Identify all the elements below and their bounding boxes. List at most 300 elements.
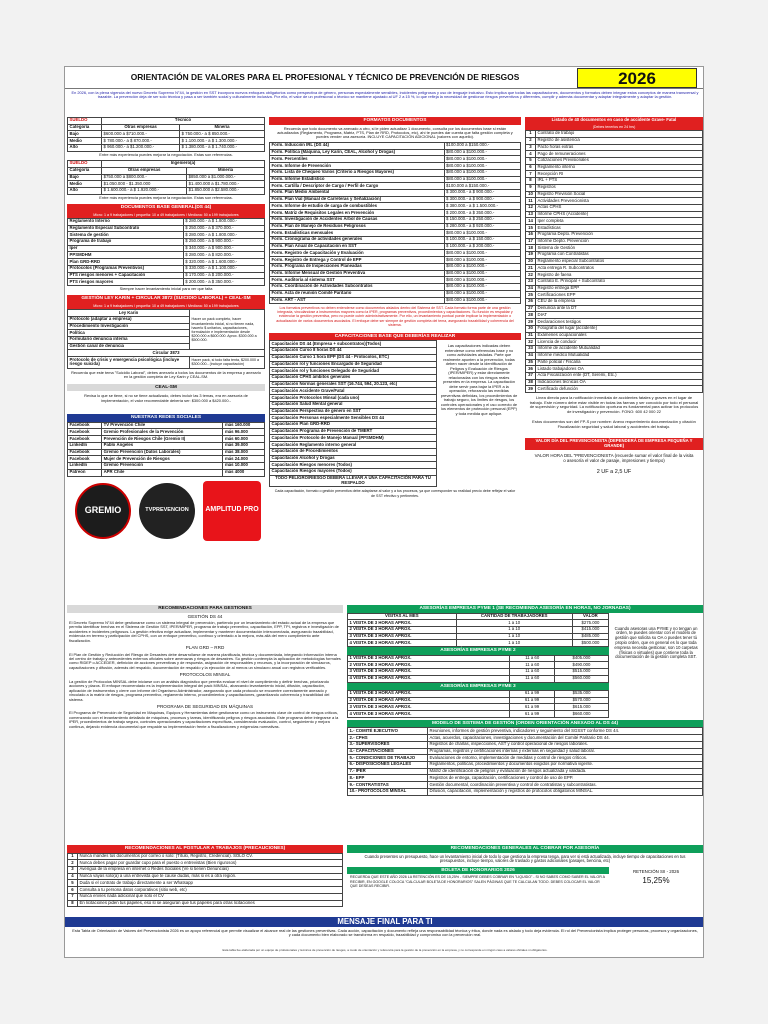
- table-cell: 61 a 99: [510, 691, 555, 698]
- tvprevencion-logo[interactable]: TVPREVENCION: [139, 483, 195, 539]
- table-cell: Capacitación Plan GRD-RRD: [270, 421, 437, 428]
- list-item: [526, 144, 703, 151]
- col-header: VISITAS AL MES: [348, 613, 457, 620]
- list-item-label: Parte policial / Fiscalía: [536, 359, 703, 366]
- table-cell: $80.000 a $100.000.-: [444, 250, 520, 257]
- table-cell: más 24.000: [223, 456, 265, 463]
- table-cell: $ 280.000.- a $ 820.000.-: [183, 252, 264, 259]
- list-item-label: IRL + PTS: [536, 178, 703, 185]
- left-column: [67, 117, 265, 629]
- table-cell: Form. Matriz de Requisitos Legales en Prevención: [270, 210, 445, 217]
- maquinas-title: PROGRAMA DE SEGURIDAD EN MÁQUINAS: [156, 704, 254, 710]
- table-cell: 7.- IPER: [348, 768, 428, 775]
- table-cell: Pablo Ángeles: [102, 442, 223, 449]
- list-item-label: Certificaciones EPP: [536, 292, 703, 299]
- table-cell: Gremio Prevención: [102, 463, 223, 470]
- table-cell: Actas, acuerdos, capacitaciones, investigaciones y documentación del Comité Paritario DS 44.: [428, 735, 703, 742]
- table-cell: Capacitación Reglamento interno general: [270, 442, 437, 449]
- list-item-label: Actividades Prevencionista: [536, 198, 703, 205]
- table-cell: 11 a 60: [510, 669, 554, 676]
- list-item-label: CEU de la empresa: [536, 299, 703, 306]
- table-cell: Reuniones, informes de gestión preventiva, indicadores y seguimiento del SGSST conforme DS 44.: [428, 728, 703, 735]
- list-item-label: Certificado defunción: [536, 386, 703, 393]
- table-cell: 4 VISITA DE 3 HORAS APROX.: [348, 711, 510, 718]
- table-cell: $80.000 a $100.000.-: [444, 270, 520, 277]
- table-cell: 3.- SUPERVISORES: [348, 741, 428, 748]
- table-cell: Bajo: [68, 131, 102, 138]
- table-cell: $275.000: [572, 620, 608, 627]
- list-item-label: Informe Depto. Prevención: [536, 238, 703, 245]
- table-cell: 10.- PROTOCOLOS MINSAL: [348, 788, 428, 795]
- mensaje-title: MENSAJE FINAL PARA TI: [65, 917, 704, 927]
- list-item-number: 10: [526, 191, 536, 198]
- tecnico-label: Técnico: [102, 118, 265, 125]
- table-cell: Capacitación DS 44 (Empresa + subcontratos)(Todos): [270, 341, 437, 348]
- listado-estos: Estos documentos son del FP-S por nombre: Anexo requerimiento documentación y citación Fiscalización seguridad y salud laboral y accidentes del trabajo.: [532, 419, 696, 430]
- year-badge: 2026: [577, 68, 697, 88]
- table-cell: 9.- CONTRATISTAS: [348, 782, 428, 789]
- table-cell: $ 250.000.- a $ 900.000.-: [183, 238, 264, 245]
- postular-title: RECOMENDACIONES AL POSTULAR A TRABAJOS (PRECAUCIONES): [67, 845, 343, 853]
- list-item: [526, 238, 703, 245]
- document-sheet: [64, 66, 704, 958]
- table-cell: $500.000: [572, 640, 608, 647]
- list-item-number: 37: [526, 372, 536, 379]
- table-cell: $80.000 a $100.000.-: [444, 169, 520, 176]
- list-item-number: 39: [526, 386, 536, 393]
- table-cell: Capacitación de Procedimientos: [270, 448, 437, 455]
- table-cell: Form. Informe de estudio de carga de combustibles: [270, 203, 445, 210]
- list-item: [526, 265, 703, 272]
- table-cell: Difusión, capacitación, implementación y registros de protocolos obligatorios MINSAL.: [428, 788, 703, 795]
- list-item-number: 9: [526, 184, 536, 191]
- table-row[interactable]: [68, 422, 265, 429]
- karin-side-note: Hacer un pack completo, hacer levantamiento inicial, si no tienen nada, hacerlo $ unitarios, capacitaciones, formulación e implementación desde $200.000 a $600.000. Aprox. $300.000 a $500.000.: [190, 310, 265, 350]
- list-item: [526, 137, 703, 144]
- table-cell: APR Chile: [102, 469, 223, 476]
- list-item-number: 32: [526, 339, 536, 346]
- asesorias-inner: [347, 613, 703, 718]
- list-item-number: 30: [526, 325, 536, 332]
- list-item-number: 34: [526, 352, 536, 359]
- list-item-number: 7: [526, 171, 536, 178]
- table-cell: Programa de trabajo: [68, 238, 184, 245]
- list-item-label: Iper completa: [536, 218, 703, 225]
- table-cell: Capacitación Accidente Grave/Fatal: [270, 388, 437, 395]
- table-cell: Procedimiento Investigación: [68, 323, 190, 330]
- table-cell: Política: [68, 330, 190, 337]
- list-item-number: 26: [526, 299, 536, 306]
- list-item: [526, 285, 703, 292]
- karin-reminder: Recuerda que este tema "Suicidio Laboral", debes anexarlo a todos los documentos de la empresa y anexarlo en la gestión completa de Ley Karin y CEAL-SM.: [71, 369, 261, 380]
- table-cell: Registros de entrega, capacitación, certificaciones y control de uso de EPP.: [428, 775, 703, 782]
- list-item-number: 20: [526, 258, 536, 265]
- table-cell: Capacitación rol y funciones Encargado de Seguridad: [270, 361, 437, 368]
- table-cell: Iper: [68, 245, 184, 252]
- table-cell: Capacitación rol y funciones Delegado de Seguridad: [270, 368, 437, 375]
- list-item: Nunca vayas solo(a) a una entrevista que te cause dudas, más si es a otra región.: [78, 873, 343, 880]
- table-cell: Capacitación Salud Mental general: [270, 401, 437, 408]
- table-cell: $515.000: [554, 669, 608, 676]
- list-item-label: Recepción RI: [536, 171, 703, 178]
- table-cell: $80.000 a $100.000.-: [444, 149, 520, 156]
- protocolos-text: La gestión de Protocolos MINSAL debe iniciarse con un análisis diagnóstico que permita evaluar el nivel de cumplimiento y definir brechas, priorizando acciones y plazos. El enfoque recomendado es la implementación integral del pack MINSAL, abarcando levantamiento inicial, difusión, capacitación, aplicación de instrumentos y cierre con informe del Organismo Administrador, asegurando que cada protocolo se encuentre correctamente anexado y vinculado a la matriz de riesgos, programa preventivo, reglamento interno, procedimientos y capacitaciones, garantizando coherencia y trazabilidad del sistema.: [69, 678, 330, 702]
- boleta-row: [347, 867, 703, 889]
- list-item-number: 19: [526, 252, 536, 259]
- table-cell: Gestión canal de denuncia: [68, 343, 190, 350]
- table-cell: Form. Percentiles: [270, 156, 445, 163]
- list-item: En licitaciones piden tus papeles, eso sí se aseguran que tus papeles para otras licitaciones: [78, 900, 343, 907]
- table-cell: Capacitación Perspectiva de género en SST: [270, 408, 437, 415]
- table-cell: $600.000 a $710.000.-: [102, 131, 180, 138]
- col-header: Categoría: [68, 124, 102, 131]
- table-cell: Medio: [68, 138, 102, 145]
- table-cell: Facebook: [68, 422, 102, 429]
- sueldo-ingeniero-table: [67, 160, 265, 195]
- table-cell: $1.850.000 a $2.580.000.-: [187, 187, 265, 194]
- table-row[interactable]: [68, 449, 265, 456]
- capacitaciones-title: CAPACITACIONES BASE QUE DEBERÍAS REALIZAR: [269, 333, 521, 341]
- list-item: [526, 359, 703, 366]
- table-cell: Facebook: [68, 449, 102, 456]
- table-cell: $100.000 a $150.000.-: [444, 183, 520, 190]
- list-item-label: Programa con Contratistas: [536, 252, 703, 259]
- sueldo-title: SUELDO: [68, 118, 102, 125]
- karin-title: GESTIÓN LEY KARIN + CIRCULAR 3872 (SUICIDIO LABORAL) + CEAL-SM: [67, 295, 265, 303]
- table-cell: Capacitación Curso 1 hora EPP (DS 44 - Protocolos, ETC): [270, 354, 437, 361]
- list-item-number: 31: [526, 332, 536, 339]
- table-cell: $ 200.000.- a $ 350.000.-: [444, 210, 520, 217]
- table-cell: $ 320.000.- a $ 1.600.000.-: [183, 259, 264, 266]
- table-cell: Capacitación Alcohol y Drogas: [270, 455, 437, 462]
- boleta-title: BOLETA DE HONORARIOS 2026: [347, 867, 609, 875]
- valor-dia-title: VALOR DÍA DEL PREVENCIONISTA (DEPENDERÁ DE EMPRESA PEQUEÑA Y GRANDE): [525, 438, 703, 450]
- docs-base-subtitle: Micro: 1 a 9 trabajadores / pequeña: 10 a 49 trabajadores / Mediana: 50 a 199 trabajadores: [67, 212, 265, 218]
- table-cell: $ 280.000.- a $ 920.000.-: [444, 223, 520, 230]
- table-cell: Form. Programa de Inspecciones Planeadas: [270, 263, 445, 270]
- list-item-label: Acta Fiscalización ente (DT, Seremi, Etc.): [536, 372, 703, 379]
- table-cell: $ 250.000.- a $ 370.000.-: [183, 225, 264, 232]
- table-cell: Form. Inducción IRL (DS 44): [270, 142, 445, 149]
- table-cell: $ 280.000.- a $ 1.800.000.-: [183, 232, 264, 239]
- table-cell: 5.- CONDICIONES DE TRABAJO: [348, 755, 428, 762]
- table-cell: Form. ART - AST: [270, 297, 445, 304]
- karin-subtitle: Micro: 1 a 9 trabajadores / pequeña: 10 a 49 trabajadores / Mediana: 50 a 199 trabajadores: [67, 303, 265, 309]
- table-cell: Form. Plan Anual de Capacitación en SST: [270, 243, 445, 250]
- retencion-label: RETENCIÓN SII - 2026: [632, 868, 680, 874]
- list-item: Duda si el contrato de trabajo directamente a ser Whatsapp: [78, 880, 343, 887]
- table-cell: $535.000: [555, 691, 609, 698]
- amplitud-pro-logo[interactable]: AMPLITUD PRO: [203, 481, 261, 541]
- table-cell: $1.400.000 a $1.780.000.-: [187, 181, 265, 188]
- list-item-number: 28: [526, 312, 536, 319]
- table-cell: Alto: [68, 144, 102, 151]
- formatos-intro: Recuerda que todo documento va anexado a otro, si le piden actualizar 1 documento, consulta por los documentos base si están actualizados (Reglamento, Programa, Matriz, PTS, Plan de RRD, Protocolos, etc), ahí te puedes dar cuenta que falta gestión completa y puedes vender una asesoría. INCLUYE CAPACITACIÓN ADICIONAL (valores con aquello).: [277, 125, 513, 140]
- table-cell: PTS riesgos menores + Capacitación: [68, 272, 184, 279]
- pyme3-table: [347, 690, 609, 718]
- list-item-label: Exámenes ocupacionales: [536, 332, 703, 339]
- redes-table: [67, 422, 265, 477]
- table-cell: $ 340.000.- a $ 900.000.-: [183, 245, 264, 252]
- table-cell: $80.000 a $100.000.-: [444, 230, 520, 237]
- table-cell: $80.000 a $100.000.-: [444, 297, 520, 304]
- list-item: [526, 218, 703, 225]
- list-item-label: Informe CPHS (Accidente): [536, 211, 703, 218]
- valor-dia-text: VALOR HORA DEL "PREVENCIONISTA (recuerde sumar el valor final de la visita o asesoría el valor de pasaje, impresiones y tiempo): [534, 452, 694, 463]
- list-item-number: 6: [526, 164, 536, 171]
- table-cell: Facebook: [68, 456, 102, 463]
- table-cell: Reglamento Interno: [68, 218, 184, 225]
- table-cell: $80.000 a $100.000.-: [444, 163, 520, 170]
- list-item-label: Acta entrega R. Subcontratos: [536, 265, 703, 272]
- table-cell: Protocolo (adaptar a empresa): [68, 316, 190, 323]
- table-cell: más 160.000: [223, 422, 265, 429]
- asesorias-tables: [347, 613, 609, 718]
- table-cell: más 39.000: [223, 442, 265, 449]
- table-cell: Formulario denuncia interna: [68, 336, 190, 343]
- list-item: Nunca debes pagar por guardar cupo para el puesto o entrevistas (Bien rigurosos): [78, 860, 343, 867]
- table-cell: 61 a 99: [510, 697, 555, 704]
- table-cell: Form. Política (Máquina, Ley Karin, CEAL, Alcohol y Drogas): [270, 149, 445, 156]
- table-cell: $560.000: [554, 675, 608, 682]
- plan-grd-title: PLAN GRD – RRD: [185, 645, 225, 651]
- table-cell: 1 VISITA DE 3 HORAS APROX.: [348, 655, 510, 662]
- table-cell: Matriz de identificación de peligros y evaluación de riesgos actualizada y validada.: [428, 768, 703, 775]
- table-cell: 1.- COMITÉ EJECUTIVO: [348, 728, 428, 735]
- table-cell: $80.000 a $100.000.-: [444, 284, 520, 291]
- valor-dia-value: 2 UF a 2,5 UF: [596, 468, 632, 475]
- cobrar-text: Cuando presentes un presupuesto, hace un levantamiento inicial de todo lo que gestiona la empresa tenga, para ver si está actualizada, incluye tiempo de capacitaciones en tus presupuestos, incluye tiempo, valores de traslado y gastos adicionales (pasajes, bencina, etc): [364, 853, 686, 864]
- list-item-label: Sistema de Gestión: [536, 245, 703, 252]
- list-item: [526, 312, 703, 319]
- table-row[interactable]: [68, 429, 265, 436]
- list-item-number: 13: [526, 211, 536, 218]
- list-item: Nunca mandes tus documentos por correo o solo: (Título, Registro, Credencial). SOLO CV.: [78, 853, 343, 860]
- list-item-number: 12: [526, 204, 536, 211]
- list-item-number: 1: [526, 131, 536, 138]
- list-item: Consulta a tu persona datos corporativos (sitio web, etc): [78, 887, 343, 894]
- table-cell: $660.000: [555, 711, 609, 718]
- table-cell: más 60.000: [223, 436, 265, 443]
- gremio-logo[interactable]: GREMIO: [75, 483, 131, 539]
- list-item-number: 38: [526, 379, 536, 386]
- table-cell: Capacitación Protocolos Minsal (cada uno): [270, 395, 437, 402]
- table-cell: Form. Acta de reunión Comité Paritario: [270, 290, 445, 297]
- table-cell: 11 a 60: [510, 675, 554, 682]
- circular-note: Hacer pack, si todo falta tenta, $200.000 a $300.000.- (incluye capacitación): [190, 357, 265, 369]
- list-item-number: 23: [526, 278, 536, 285]
- table-cell: $405.000: [554, 655, 608, 662]
- table-cell: 1 a 10: [456, 640, 572, 647]
- col-header: Minería: [187, 167, 265, 174]
- table-cell: $ 1.600.000.- a $ 1.920.000.-: [102, 187, 187, 194]
- table-cell: Mujer de Prevención de Riesgos: [102, 456, 223, 463]
- table-cell: $ 170.000.- a $ 200.000.-: [183, 272, 264, 279]
- table-cell: más 10.000: [223, 463, 265, 470]
- pyme2-title: ASESORÍAS EMPRESAS PYME 2: [347, 647, 609, 655]
- list-item-number: 16: [526, 231, 536, 238]
- table-cell: $ 330.000.- a $ 1.100.000.-: [183, 265, 264, 272]
- table-cell: Form. Registro de Entrega y Control de EPP: [270, 257, 445, 264]
- table-cell: $750.000 a $800.000.-: [102, 174, 187, 181]
- capacitaciones-note: Cada capacitación, formato o gestión preventiva debe adaptarse al valor y a tus procesos, ya que corresponder su realidad precio debe reflejar el valor de SST efectivo y pertinentes.: [274, 489, 516, 498]
- table-cell: Programas, registros y certificaciones internas y externas en seguridad y salud laboral.: [428, 748, 703, 755]
- table-cell: Alto: [68, 187, 102, 194]
- sueldo-note: Entre más experiencia puedes mejorar la negociación. Estas son referencias.: [99, 151, 233, 157]
- list-item: Nunca envíes nada adicional que solo el CV: [78, 893, 343, 900]
- table-cell: 1 a 10: [456, 626, 572, 633]
- table-cell: Bajo: [68, 174, 102, 181]
- table-cell: 3 VISITA DE 3 HORAS APROX.: [348, 704, 510, 711]
- table-cell: Capacitación Curso 8 horas DS 44: [270, 348, 437, 355]
- list-item: [526, 211, 703, 218]
- table-cell: LinkedIn: [68, 442, 102, 449]
- list-item-number: 25: [526, 292, 536, 299]
- col-header: VALOR: [572, 613, 608, 620]
- list-item-number: 36: [526, 366, 536, 373]
- sueldo-tecnico-table: [67, 117, 265, 152]
- col-header: Circular 3873: [68, 350, 265, 357]
- table-cell: Reglamento Especial Subcontrato: [68, 225, 184, 232]
- listado-subtitle: (Debes tenerlos en 24 hrs): [525, 124, 703, 130]
- table-cell: 1 a 10: [456, 633, 572, 640]
- list-item-label: Reglamento especial Subcontratos: [536, 258, 703, 265]
- table-cell: Form. Auditoría al sistema SST: [270, 277, 445, 284]
- table-row[interactable]: [68, 469, 265, 476]
- list-item-label: Informe de accidente Mutualidad: [536, 346, 703, 353]
- list-item-label: Programa Depto. Prevención: [536, 231, 703, 238]
- list-item-label: Informe médico Mutualidad: [536, 352, 703, 359]
- table-cell: Protocolos (Programas Preventivos): [68, 265, 184, 272]
- cobrar-block: [347, 845, 703, 915]
- table-cell: Form. Coordinación de Actividades Subcontratos: [270, 284, 445, 291]
- table-cell: Form. Cartilla / Descriptor de Cargo / Perfil de Cargo: [270, 183, 445, 190]
- table-cell: $80.000 a $100.000.-: [444, 290, 520, 297]
- table-cell: Capacitación Riesgos mayores (Todos): [270, 469, 437, 476]
- list-item: [526, 332, 703, 339]
- list-item-label: Registro de faena: [536, 272, 703, 279]
- table-cell: Form. Investigación de Accidentes Árbol de Causas: [270, 216, 445, 223]
- table-cell: $80.000 a $100.000.-: [444, 263, 520, 270]
- table-cell: PTS riesgos mayores: [68, 279, 184, 286]
- table-cell: Sistema de gestión: [68, 232, 184, 239]
- table-cell: $ 780.000.- a $ 870.000.-: [102, 138, 180, 145]
- protocolos-title: PROTOCOLOS MINSAL: [179, 672, 231, 678]
- list-item-number: 24: [526, 285, 536, 292]
- table-cell: Medio: [68, 181, 102, 188]
- table-cell: $ 100.000.- a $ 150.000.-: [444, 237, 520, 244]
- list-item-label: Registro Previsión Social: [536, 191, 703, 198]
- table-cell: $80.000 a $100.000.-: [444, 257, 520, 264]
- capacitaciones-side-text: Las capacitaciones indicadas deben entenderse como referencias base y no como actividades aisladas. Parte que realmente apunten a la prevención, todas deben nacer desde la identificación de Peligros y Evaluación de Riesgos (IPER/MIPER) y estar directamente relacionadas con los riesgos reales presentes en la empresa. La capacitación debe servir para bajar la IPER a la operación, reforzando las medidas preventivas definidas, los procedimientos de trabajo seguro, los límites de riesgos, los controles operacionales y el uso correcto de los elementos de protección personal (EPP) y toda medida que aplique.: [440, 343, 518, 416]
- list-item: [526, 258, 703, 265]
- list-item-label: Indicaciones técnicas OA: [536, 379, 703, 386]
- table-cell: 11 a 60: [510, 662, 554, 669]
- list-item: [526, 191, 703, 198]
- table-cell: $ 150.000.- a $ 250.000.-: [444, 216, 520, 223]
- table-cell: $ 280.000.- a $ 1.800.000.-: [183, 218, 264, 225]
- list-item-number: 4: [526, 151, 536, 158]
- cobrar-title: RECOMENDACIONES GENERALES AL COBRAR POR ASESORÍA: [347, 845, 703, 853]
- ingeniero-label: Ingeniero(a): [102, 161, 265, 168]
- col-header: CANTIDAD DE TRABAJADORES: [456, 613, 572, 620]
- table-cell: $615.000: [555, 704, 609, 711]
- table-cell: Capacitación Protocolo de Manejo Manual (PPSMDHM): [270, 435, 437, 442]
- table-cell: Facebook: [68, 429, 102, 436]
- table-cell: $490.000: [554, 662, 608, 669]
- docs-base-note: Siempre hacer levantamiento inicial para ver que falta: [119, 285, 213, 291]
- pyme2-table: [347, 655, 609, 683]
- table-cell: Capacitación Riesgos menores (Todos): [270, 462, 437, 469]
- list-item-number: 3: [526, 144, 536, 151]
- list-item-number: 17: [526, 238, 536, 245]
- retencion-value: 15,25%: [642, 875, 670, 885]
- table-cell: $ 960.000.- a $1.200.000.-: [102, 144, 180, 151]
- table-cell: 3 VISITA DE 3 HORAS APROX.: [348, 669, 510, 676]
- formatos-title: FORMATOS DOCUMENTOS: [269, 117, 521, 125]
- table-cell: 4 VISITA DE 3 HORAS APROX.: [348, 675, 510, 682]
- table-cell: 61 a 99: [510, 711, 555, 718]
- list-item: [526, 386, 703, 393]
- list-item-number: 33: [526, 346, 536, 353]
- page-title: ORIENTACIÓN DE VALORES PARA EL PROFESIONAL Y TÉCNICO DE PREVENCIÓN DE RIESGOS: [130, 72, 520, 82]
- list-item-label: Fotografía del lugar [accidente]: [536, 325, 703, 332]
- table-cell: $ 300.000.- a $ 900.000.-: [444, 190, 520, 197]
- listado-title: Listado de 40 documentos en caso de accidente Grave- Fatal: [525, 117, 703, 124]
- boleta-text: RECUERDA QUE ESTE AÑO 2026 LA RETENCIÓN ES DE 15,25% - SIEMPRE DEBES COBRAR EN "LIQUIDO" - SI NO SABES COMO SABER EL VALOR A RECIBIR, EN GOOGLE COLOCA "CALCULAR BOLETA DE HONORARIOS" SALEN PÁGINAS QUE TE CALCULAN TODO. DEBES COLOCAR EL VALOR QUE DESEAS RECIBIR.: [350, 875, 605, 888]
- table-cell: $100.000 a $150.000.-: [444, 142, 520, 149]
- table-cell: Gestión documental, coordinación preventiva y control de contratistas y subcontratistas.: [428, 782, 703, 789]
- table-cell: Patreon: [68, 469, 102, 476]
- table-cell: $ 100.000.- a $ 200.000.-: [444, 243, 520, 250]
- table-cell: PPSMDHM: [68, 252, 184, 259]
- table-cell: Gremio Prevención (Datos Laborales): [102, 449, 223, 456]
- recomendaciones-title: RECOMENDACIONES PARA GESTIONES: [67, 605, 343, 613]
- gestion-ds44-text: El Decreto Supremo N°44 debe gestionarse como un sistema integral de prevención, partiendo por un levantamiento del estado actual de la empresa que permita identificar brechas en el Sistema de Gestión SST, IPER/MIPER, programa de trabajo preventivo, capacitación, EPP, TPI, registros e investigación de accidentes e incidentes peligrosos. La gestión efectiva exige actualizar, implementar y mantener documentación interconectada, asegurando trazabilidad, evidencia en terreno y participación del CPHS, con un enfoque preventivo, continuo y orientado a la mejora, más allá del mero cumplimiento ante fiscalización.: [69, 619, 339, 643]
- table-cell: Form. Informe Estadístico: [270, 176, 445, 183]
- table-cell: 6.- DISPOSICIONES LEGALES: [348, 762, 428, 769]
- karin-table: [67, 309, 265, 369]
- list-item: [526, 164, 703, 171]
- col-header: Categoría: [68, 167, 102, 174]
- list-item-number: 18: [526, 245, 536, 252]
- asesorias-side-note: Cuando asesoras una PYME y no tengan un orden, te puedes orientar con el modelo de gestión que solicita su OA o puedes tener tú propio orden, que en general es lo que toda empresa necesita gestionar, son 10 carpetas (físicas o virtuales) que contiene toda la documentación de la gestión completa SST.: [614, 625, 698, 660]
- col-header: Otras empresas: [102, 167, 187, 174]
- table-cell: Capacitación Programa de Prevención de TMERT: [270, 428, 437, 435]
- table-cell: 4 VISITA DE 3 HORAS APROX.: [348, 640, 457, 647]
- list-item-label: Contrato de trabajo: [536, 131, 703, 138]
- gestion-ds44-title: GESTIÓN DS 44: [187, 613, 223, 619]
- table-cell: LinkedIn: [68, 463, 102, 470]
- header: [65, 67, 704, 89]
- list-item-label: Contrato E. Principal + Subcontrato: [536, 278, 703, 285]
- list-item-label: Actas CPHS: [536, 204, 703, 211]
- listado-table: [525, 130, 703, 393]
- docs-base-table: [67, 218, 265, 286]
- table-cell: $1.050.000 - $1.350.000: [102, 181, 187, 188]
- table-cell: Form. Plan Vial (Manual de Carreteras y Señalización): [270, 196, 445, 203]
- ceal-title: CEAL-SM: [67, 384, 265, 392]
- table-cell: $850.000 a $1.000.000.-: [187, 174, 265, 181]
- table-cell: 2 VISITA DE 3 HORAS APROX.: [348, 662, 510, 669]
- list-item-number: 11: [526, 198, 536, 205]
- table-cell: Form. Informe Mensual de Gestión Preventiva: [270, 270, 445, 277]
- pyme3-title: ASESORÍAS EMPRESAS PYME 3: [347, 683, 609, 691]
- col-header: Minería: [180, 124, 265, 131]
- table-cell: más 96.000: [223, 429, 265, 436]
- list-item-number: 5: [526, 157, 536, 164]
- table-cell: 4.- CAPACITACIONES: [348, 748, 428, 755]
